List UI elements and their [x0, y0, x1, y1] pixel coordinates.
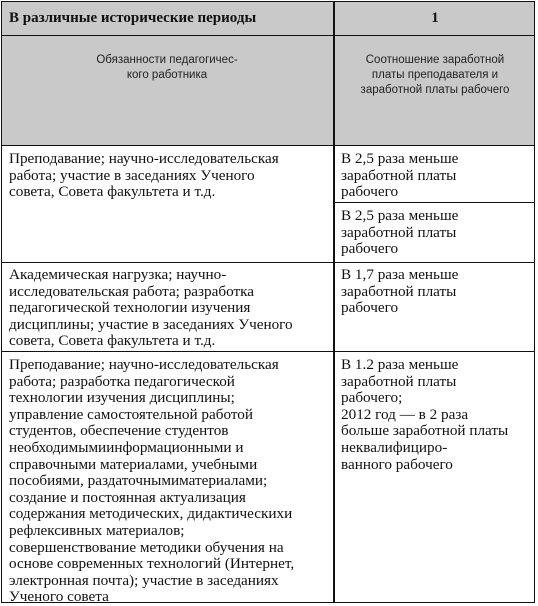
header-col1: В различные исторические периоды: [9, 10, 257, 26]
header-col2: 1: [431, 10, 439, 26]
row3-duties: Преподавание; научно-исследовательская работа; разработка педагогической технологии изучения дисциплины; управление самостоятельной работой студентов, обеспечение студентов необходимымиинформационными и справочными материалами, учебными пособиями, раздаточнымиматериалами; создание и постоянная актуализация содержания методических, дидактическихи рефлексивных материалов; совершенствование методики обучения на основе современных технологий (Интернет, электронная почта); участие в заседаниях Ученого совета: [9, 356, 295, 606]
row-divider: [1, 351, 535, 352]
subheader-ratio: Соотношение заработной платы преподавателя и заработной платы рабочего: [360, 54, 510, 96]
row2-duties: Академическая нагрузка; научно- исследовательская работа; разработка педагогической технологии изучения дисциплины; участие в заседаниях Ученого совета, Совета факультета и т.д.: [9, 266, 293, 350]
cell-divider: [333, 202, 535, 203]
row-divider: [1, 145, 535, 146]
row1-duties: Преподавание; научно-исследовательская работа; участие в заседаниях Ученого совета, Совета факультета и т.д.: [9, 150, 279, 201]
row1-ratio-b: В 2,5 раза меньше заработной платы рабочего: [341, 207, 459, 258]
row-divider: [1, 262, 535, 263]
row1-ratio-a: В 2,5 раза меньше заработной платы рабочего: [341, 150, 459, 201]
row2-ratio: В 1,7 раза меньше заработной платы рабочего: [341, 266, 459, 317]
row3-ratio: В 1.2 раза меньше заработной платы рабочего; 2012 год — в 2 раза больше заработной платы неквалифициро- ванного рабочего: [341, 356, 509, 473]
row-divider: [1, 35, 535, 36]
subheader-duties: Обязанности педагогичес- кого работника: [96, 54, 238, 81]
